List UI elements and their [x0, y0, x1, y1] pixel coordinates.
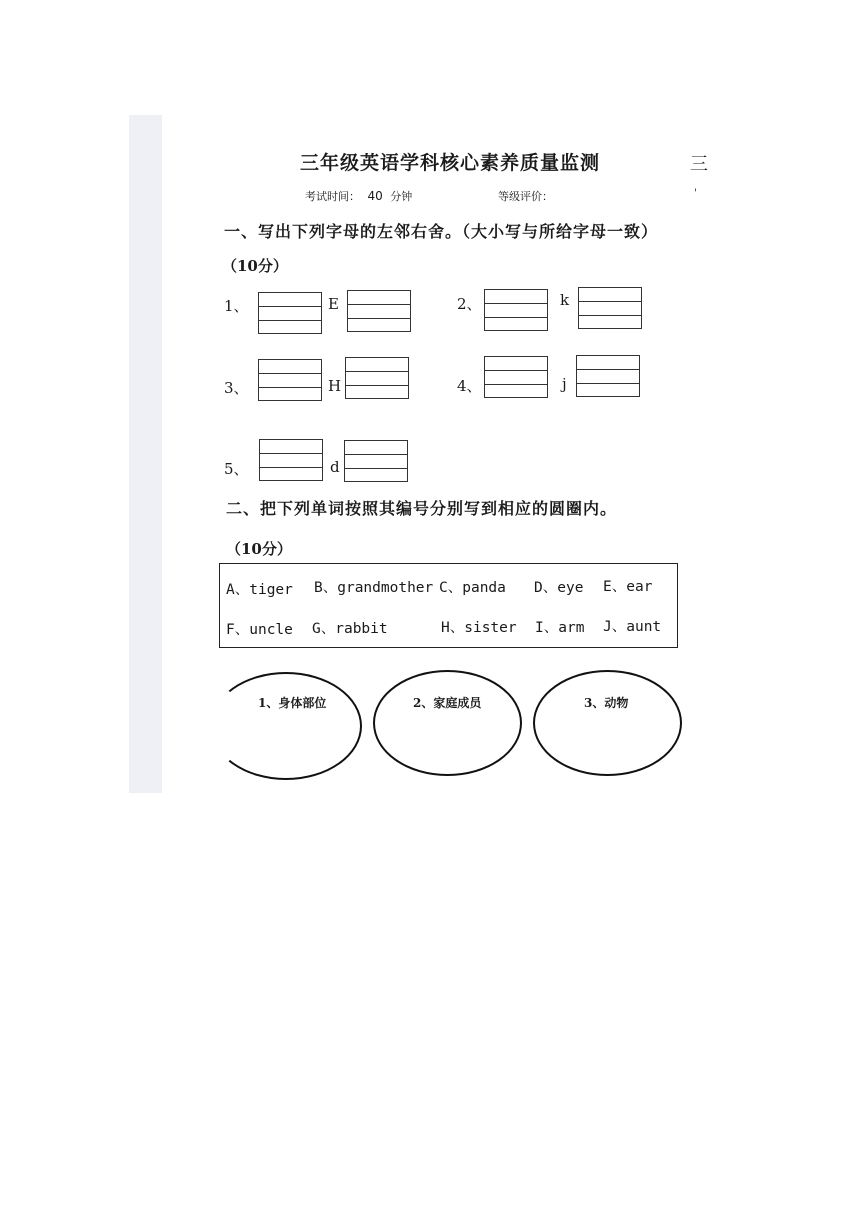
circle-family-members-label: 2、家庭成员	[413, 696, 482, 710]
cropped-title-char: 三	[690, 154, 708, 175]
section2-heading: 二、把下列单词按照其编号分别写到相应的圆圈内。	[226, 499, 618, 518]
word-i: I、arm	[535, 620, 585, 636]
cropped-mark: '	[694, 188, 697, 199]
item3-number: 3、	[224, 379, 249, 397]
circle-animals-label: 3、动物	[584, 696, 629, 710]
exam-time-unit: 分钟	[390, 190, 413, 203]
item3-right-writing-lines[interactable]	[345, 357, 409, 399]
item4-left-writing-lines[interactable]	[484, 356, 548, 398]
scan-left-strip	[129, 115, 162, 793]
section2-score: （10分）	[226, 540, 292, 558]
item3-given-letter: H	[328, 377, 342, 395]
item5-given-letter: d	[330, 458, 340, 476]
word-d: D、eye	[534, 580, 584, 596]
item4-number: 4、	[457, 377, 482, 395]
word-bank-box	[219, 563, 678, 648]
item3-left-writing-lines[interactable]	[258, 359, 322, 401]
item4-given-letter: j	[562, 375, 567, 393]
section1-heading: 一、写出下列字母的左邻右舍。（大小写与所给字母一致）	[224, 222, 659, 241]
exam-time	[305, 188, 412, 204]
word-f: F、uncle	[226, 622, 293, 638]
item5-left-writing-lines[interactable]	[259, 439, 323, 481]
item2-number: 2、	[457, 295, 482, 313]
circle-body-parts[interactable]	[210, 672, 362, 780]
circle-animals[interactable]	[533, 670, 682, 776]
exam-time-label: 考试时间：	[305, 190, 360, 203]
circle-body-parts-label: 1、身体部位	[258, 696, 327, 710]
word-b: B、grandmother	[314, 580, 434, 596]
circle-family-members[interactable]	[373, 670, 522, 776]
word-h: H、sister	[441, 620, 517, 636]
word-c: C、panda	[439, 580, 506, 596]
item1-right-writing-lines[interactable]	[347, 290, 411, 332]
item2-given-letter: k	[560, 291, 570, 309]
word-j: J、aunt	[603, 619, 662, 635]
item1-left-writing-lines[interactable]	[258, 292, 322, 334]
word-e: E、ear	[603, 579, 653, 595]
exam-time-value: 40	[367, 189, 383, 203]
word-a: A、tiger	[226, 582, 293, 598]
item5-right-writing-lines[interactable]	[344, 440, 408, 482]
item4-right-writing-lines[interactable]	[576, 355, 640, 397]
item1-given-letter: E	[328, 295, 339, 313]
item2-left-writing-lines[interactable]	[484, 289, 548, 331]
word-g: G、rabbit	[312, 621, 388, 637]
grade-evaluation-label: 等级评价：	[498, 190, 553, 203]
exam-title: 三年级英语学科核心素养质量监测	[300, 152, 601, 174]
item2-right-writing-lines[interactable]	[578, 287, 642, 329]
section1-score: （10分）	[222, 257, 288, 275]
item1-number: 1、	[224, 297, 249, 315]
item5-number: 5、	[224, 460, 249, 478]
